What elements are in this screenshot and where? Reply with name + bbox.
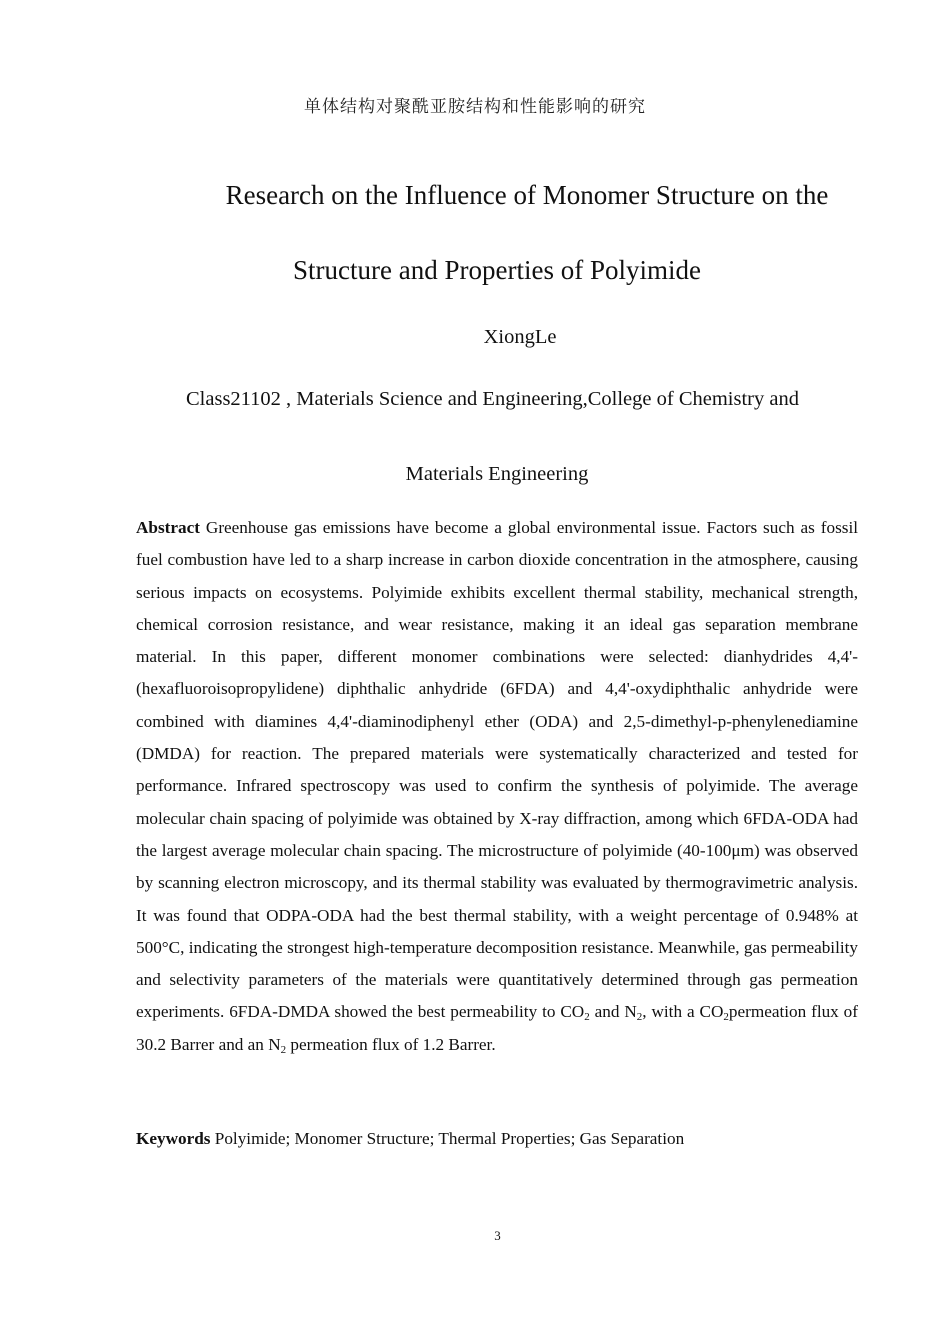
co2-flux-subscript: 2 — [723, 1011, 729, 1024]
n2-subscript: 2 — [636, 1011, 643, 1024]
abstract-end: permeation flux of 1.2 Barrer. — [286, 1034, 496, 1054]
abstract-text-n2: and N — [589, 1002, 637, 1022]
abstract-text-n2-flux: permeation flux of 30.2 Barrer and an N — [136, 1002, 859, 1054]
abstract-label: Abstract — [136, 518, 200, 537]
abstract-body: Greenhouse gas emissions have become a global environmental issue. Factors such as fossil fuel combustion have led to a sharp increase in carbon dioxide concentration in the atmosphere, causing serious impacts on ecosystems. Polyimide exhibits excellent thermal stability, mechanical strength, chemical corrosion resistance, and wear resistance, making it an ideal gas separation membrane material. In this paper, different monomer combinations were selected: dianhydrides 4,4'-(hexafluoroisopropylidene) diphthalic anhydride (6FDA) and 4,4'-oxydiphthalic anhydride were combined with diamines 4,4'-diaminodiphenyl ether (ODA) and 2,5-dimethyl-p-phenylenediamine (DMDA) for reaction. The prepared materials were systematically characterized and tested for performance. Infrared spectroscopy was used to confirm the synthesis of polyimide. The average molecular chain spacing of polyimide was obtained by X-ray diffraction, among which 6FDA-ODA had the largest average molecular chain spacing. The microstructure of polyimide (40-100μm) was observed by scanning electron microscopy, and its thermal stability was evaluated by thermogravimetric analysis. It was found that ODPA-ODA had the best thermal stability, with a weight percentage of 0.948% at 500°C, indicating the strongest high-temperature decomposition resistance. Meanwhile, gas permeability and selectivity parameters of the materials were quantitatively determined through gas permeation experiments. 6FDA-DMDA showed the best permeability to CO — [136, 518, 858, 1022]
title-line-1: Research on the Influence of Monomer Structure on the — [225, 180, 829, 210]
abstract-paragraph — [136, 512, 858, 1061]
affiliation-line-1: Class21102 , Materials Science and Engineering,College of Chemistry and — [186, 388, 799, 410]
abstract-text-co2-flux: , with a CO — [642, 1002, 724, 1022]
title-line-2: Structure and Properties of Polyimide — [293, 255, 701, 285]
n2-flux-subscript: 2 — [280, 1043, 287, 1056]
page-header: 单体结构对聚酰亚胺结构和性能影响的研究 — [304, 97, 646, 117]
page-number: 3 — [494, 1228, 501, 1243]
co2-subscript: 2 — [584, 1011, 590, 1024]
author-name: XiongLe — [483, 326, 557, 348]
keywords-body: Polyimide; Monomer Structure; Thermal Properties; Gas Separation — [210, 1129, 685, 1148]
keywords-label: Keywords — [136, 1129, 211, 1148]
affiliation-line-2: Materials Engineering — [405, 463, 589, 485]
keywords-line — [136, 1124, 858, 1154]
